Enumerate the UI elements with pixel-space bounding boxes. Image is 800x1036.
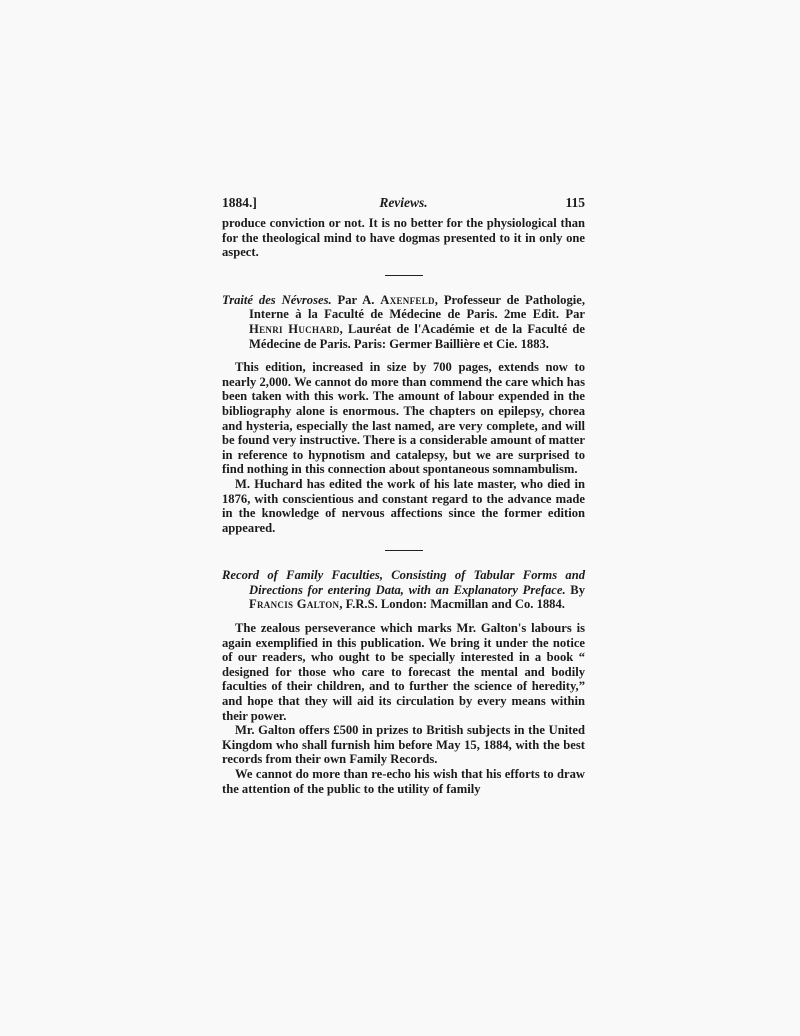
citation-text: Par A.: [331, 292, 381, 307]
citation-text: , Lauréat de l'Académie et de la Faculté de Médecine de Paris. Paris: Germer Baillière et Cie. 1883.: [249, 321, 585, 351]
citation-text: , F.R.S. London: Macmillan and Co. 1884.: [339, 597, 565, 612]
section-divider: [385, 275, 423, 276]
author-name: Axenfeld: [380, 292, 435, 307]
citation-text: , Professeur de Pathologie, Interne à la Faculté de Médecine de Paris. 2me Edit. Par: [249, 292, 585, 322]
section-divider: [385, 550, 423, 551]
review-citation-family-faculties: [222, 568, 585, 612]
page-number: 115: [565, 195, 585, 210]
review-paragraph: M. Huchard has edited the work of his late master, who died in 1876, with conscientious and constant regard to the advance made in the knowledge of nervous affections since the former edition appeared.: [222, 476, 585, 535]
review-paragraph: We cannot do more than re-echo his wish that his efforts to draw the attention of the public to the utility of family: [222, 767, 585, 796]
header-year: 1884.]: [222, 195, 257, 210]
citation-text: By: [565, 582, 585, 597]
review-paragraph: This edition, increased in size by 700 pages, extends now to nearly 2,000. We cannot do more than commend the care which has been taken with this work. The amount of labour expended in the bibliography alone is enormous. The chapters on epilepsy, chorea and hysteria, especially the last named, are very complete, and will be found very instructive. There is a considerable amount of matter in reference to hypnotism and catalepsy, but we are surprised to find nothing in this connection about spontaneous somnambulism.: [222, 360, 585, 477]
header-section-title: Reviews.: [379, 195, 428, 210]
review-title: Record of Family Faculties, Consisting of Tabular Forms and Directions for entering Data, with an Explanatory Preface.: [222, 568, 585, 597]
running-header: [222, 196, 585, 216]
opening-paragraph: produce conviction or not. It is no better for the physiological than for the theological mind to have dogmas presented to it in only one aspect.: [222, 216, 585, 260]
author-name: Henri Huchard: [249, 321, 340, 336]
author-name: Francis Galton: [249, 597, 340, 612]
book-page: [222, 196, 585, 796]
review-paragraph: Mr. Galton offers £500 in prizes to British subjects in the United Kingdom who shall furnish him before May 15, 1884, with the best records from their own Family Records.: [222, 723, 585, 767]
review-paragraph: The zealous perseverance which marks Mr. Galton's labours is again exemplified in this publication. We bring it under the notice of our readers, who ought to be specially interested in a book “ designed for those who care to forecast the mental and bodily faculties of their children, and to further the science of heredity,” and hope that they will aid its circulation by every means within their power.: [222, 621, 585, 723]
review-citation-nevroses: [222, 293, 585, 351]
review-title: Traité des Névroses.: [222, 292, 332, 307]
